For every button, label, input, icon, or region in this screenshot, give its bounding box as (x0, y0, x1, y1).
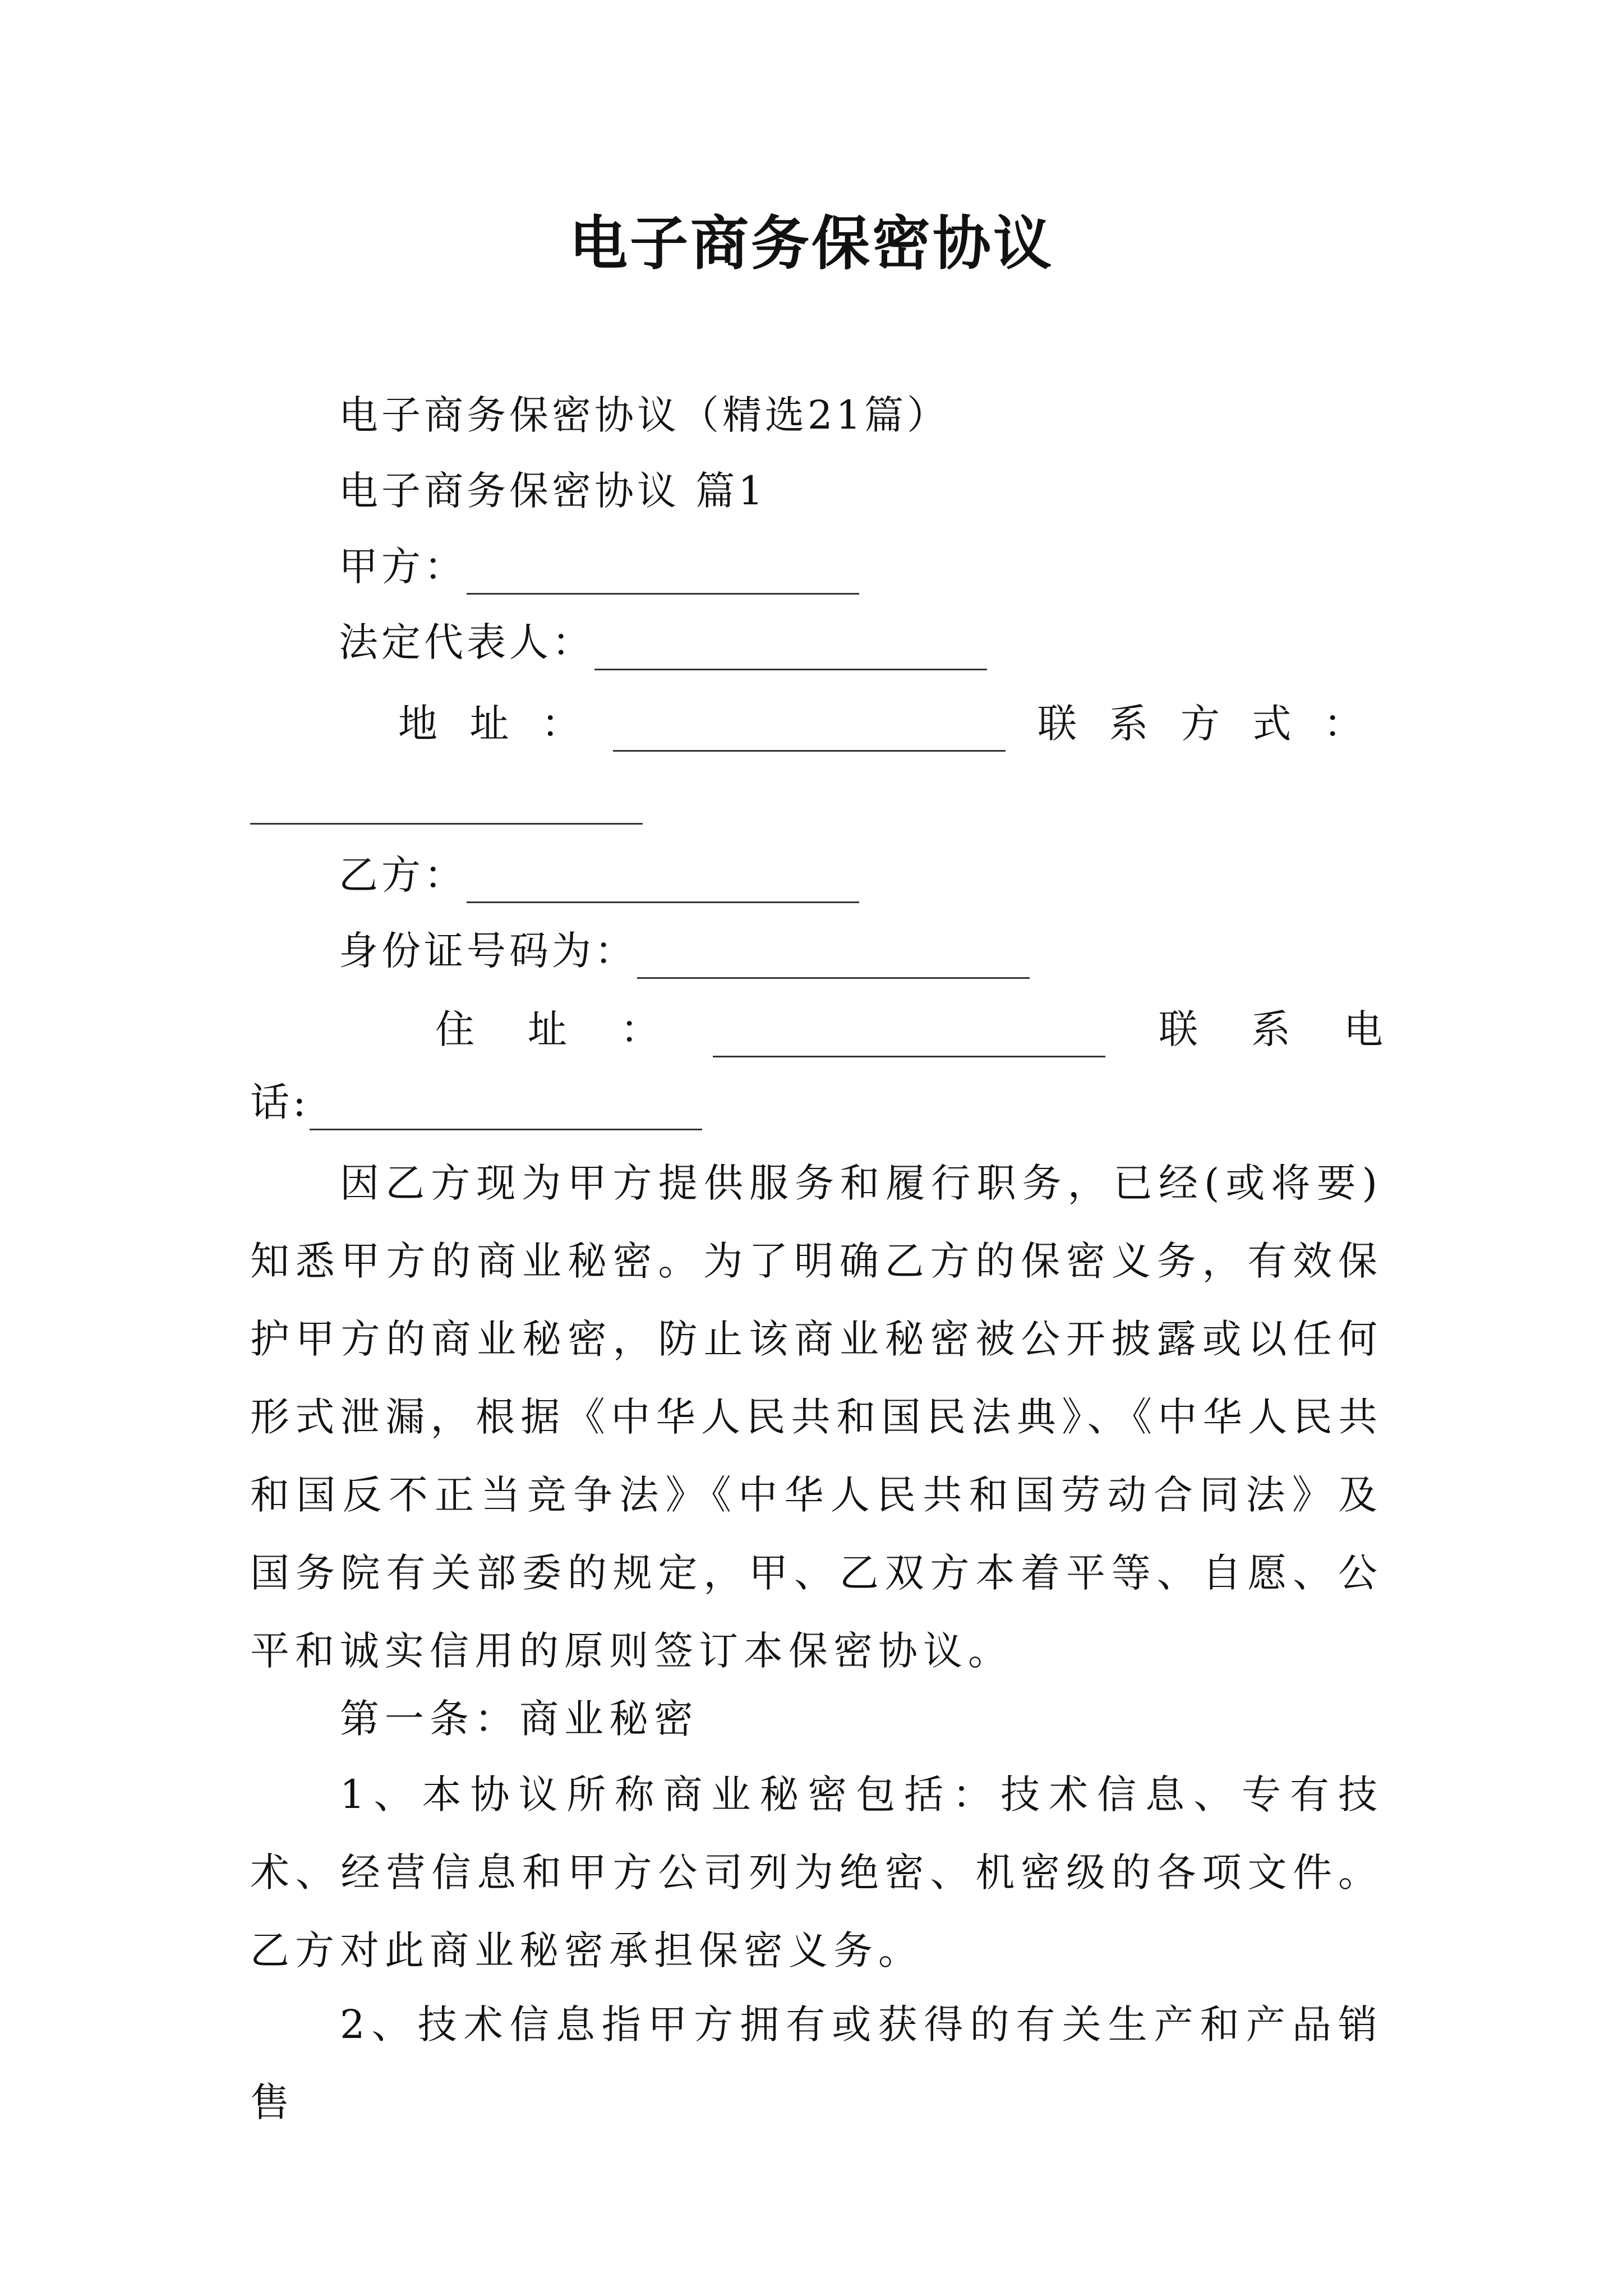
address-blank (613, 710, 1006, 752)
contact-char: 方 (1181, 701, 1220, 747)
party-b-line (339, 847, 859, 903)
address-char: ： (541, 701, 580, 747)
residence-blank (713, 1015, 1105, 1057)
party-a-line (339, 539, 859, 595)
residence-char: 住 (435, 1006, 474, 1052)
legal-rep-blank (594, 628, 987, 670)
clause-2: 2、技术信息指甲方拥有或获得的有关生产和产品销售 (250, 2001, 1383, 2125)
heading-main: 电子商务保密协议（精选21篇） (339, 392, 950, 438)
phone-char: 系 (1251, 1006, 1290, 1052)
phone-tail-line (250, 1074, 702, 1130)
phone-blank (310, 1088, 702, 1130)
contact-blank (250, 783, 643, 825)
address-contact-line (398, 696, 1363, 752)
document-title: 电子商务保密协议 (569, 209, 1054, 278)
party-a-blank (467, 553, 859, 595)
party-a-label: 甲方： (339, 544, 467, 590)
id-number-blank (637, 937, 1030, 979)
id-number-label: 身份证号码为： (339, 928, 637, 974)
heading-part: 电子商务保密协议 篇1 (339, 468, 767, 514)
legal-rep-label: 法定代表人： (339, 619, 594, 665)
clause-1: 1、本协议所称商业秘密包括：技术信息、专有技术、经营信息和甲方公司列为绝密、机密级的各项文件。乙方对此商业秘密承担保密义务。 (250, 1772, 1383, 1973)
contact-char: 式 (1252, 701, 1292, 747)
residence-char: 址 (528, 1006, 567, 1052)
contact-char: 系 (1109, 701, 1149, 747)
contact-char: 联 (1038, 701, 1077, 747)
id-number-line (339, 923, 1030, 979)
contact-char: ： (1324, 701, 1363, 747)
address-char: 址 (469, 701, 509, 747)
article-1-title: 第一条：商业秘密 (340, 1696, 699, 1742)
phone-char: 联 (1159, 1006, 1198, 1052)
phone-tail-label: 话: (250, 1079, 310, 1125)
intro-paragraph: 因乙方现为甲方提供服务和履行职务，已经(或将要)知悉甲方的商业秘密。为了明确乙方的保密义务，有效保护甲方的商业秘密，防止该商业秘密被公开披露或以任何形式泄漏，根据《中华人民共和国民法典》、《中华人民共和国反不正当竞争法》《中华人民共和国劳动合同法》及国务院有关部委的规定，甲、乙双方本着平等、自愿、公平和诚实信用的原则签订本保密协议。 (250, 1160, 1383, 1674)
legal-rep-line (339, 614, 987, 670)
party-b-blank (467, 861, 859, 903)
address-char: 地 (398, 701, 437, 747)
residence-char: ： (620, 1006, 660, 1052)
contact-blank-line (250, 769, 643, 825)
phone-char: 电 (1344, 1006, 1383, 1052)
residence-phone-line (435, 1001, 1383, 1057)
party-b-label: 乙方： (339, 852, 467, 898)
